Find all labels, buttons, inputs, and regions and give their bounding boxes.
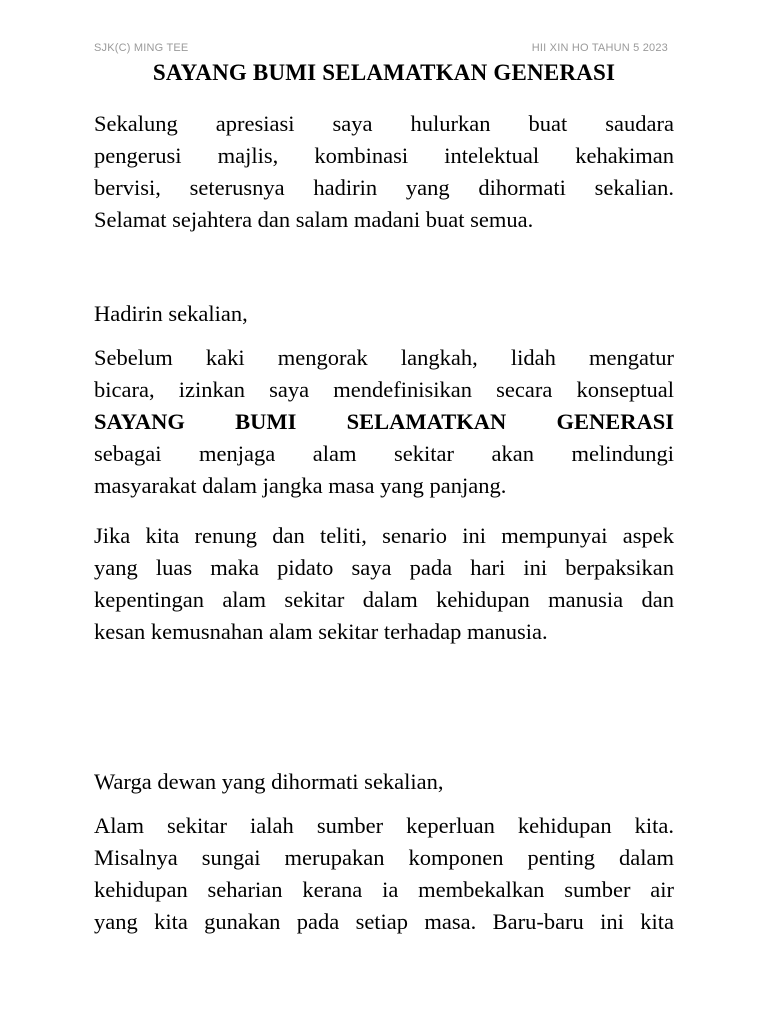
paragraph-greeting-1: [94, 298, 674, 330]
paragraph-environment: [94, 810, 674, 938]
header-author-info: HII XIN HO TAHUN 5 2023: [531, 42, 668, 54]
speech-title: SAYANG BUMI SELAMATKAN GENERASI: [152, 60, 616, 85]
text-line: kehidupan seharian kerana ia membekalkan sumber air: [94, 877, 674, 902]
text-line: Alam sekitar ialah sumber keperluan kehidupan kita.: [94, 813, 674, 838]
text-line: yang kita gunakan pada setiap masa. Baru-baru ini kita: [94, 909, 674, 934]
text-line: bervisi, seterusnya hadirin yang dihormati sekalian.: [94, 175, 674, 200]
text-line: sebagai menjaga alam sekitar akan melindungi: [94, 441, 674, 466]
text-line: yang luas maka pidato saya pada hari ini berpaksikan: [94, 555, 674, 580]
text-line: Sekalung apresiasi saya hulurkan buat saudara: [94, 111, 674, 136]
text-line: pengerusi majlis, kombinasi intelektual kehakiman: [94, 143, 674, 168]
paragraph-definition: [94, 342, 674, 502]
header-school-name: SJK(C) MING TEE: [94, 42, 189, 54]
text-line: Warga dewan yang dihormati sekalian,: [94, 769, 444, 794]
text-line: Jika kita renung dan teliti, senario ini mempunyai aspek: [94, 523, 674, 548]
paragraph-greeting-2: [94, 766, 674, 798]
text-line: Hadirin sekalian,: [94, 301, 248, 326]
theme-bold-text: SAYANG BUMI SELAMATKAN GENERASI: [94, 409, 674, 434]
text-line: kepentingan alam sekitar dalam kehidupan manusia dan: [94, 587, 674, 612]
text-line: kesan kemusnahan alam sekitar terhadap manusia.: [94, 619, 548, 644]
text-line: masyarakat dalam jangka masa yang panjang.: [94, 473, 507, 498]
paragraph-opening: [94, 108, 674, 236]
text-line: Sebelum kaki mengorak langkah, lidah mengatur: [94, 345, 674, 370]
text-line: bicara, izinkan saya mendefinisikan secara konseptual: [94, 377, 674, 402]
text-line: Misalnya sungai merupakan komponen penting dalam: [94, 845, 674, 870]
paragraph-scope: [94, 520, 674, 648]
text-line: Selamat sejahtera dan salam madani buat semua.: [94, 207, 534, 232]
